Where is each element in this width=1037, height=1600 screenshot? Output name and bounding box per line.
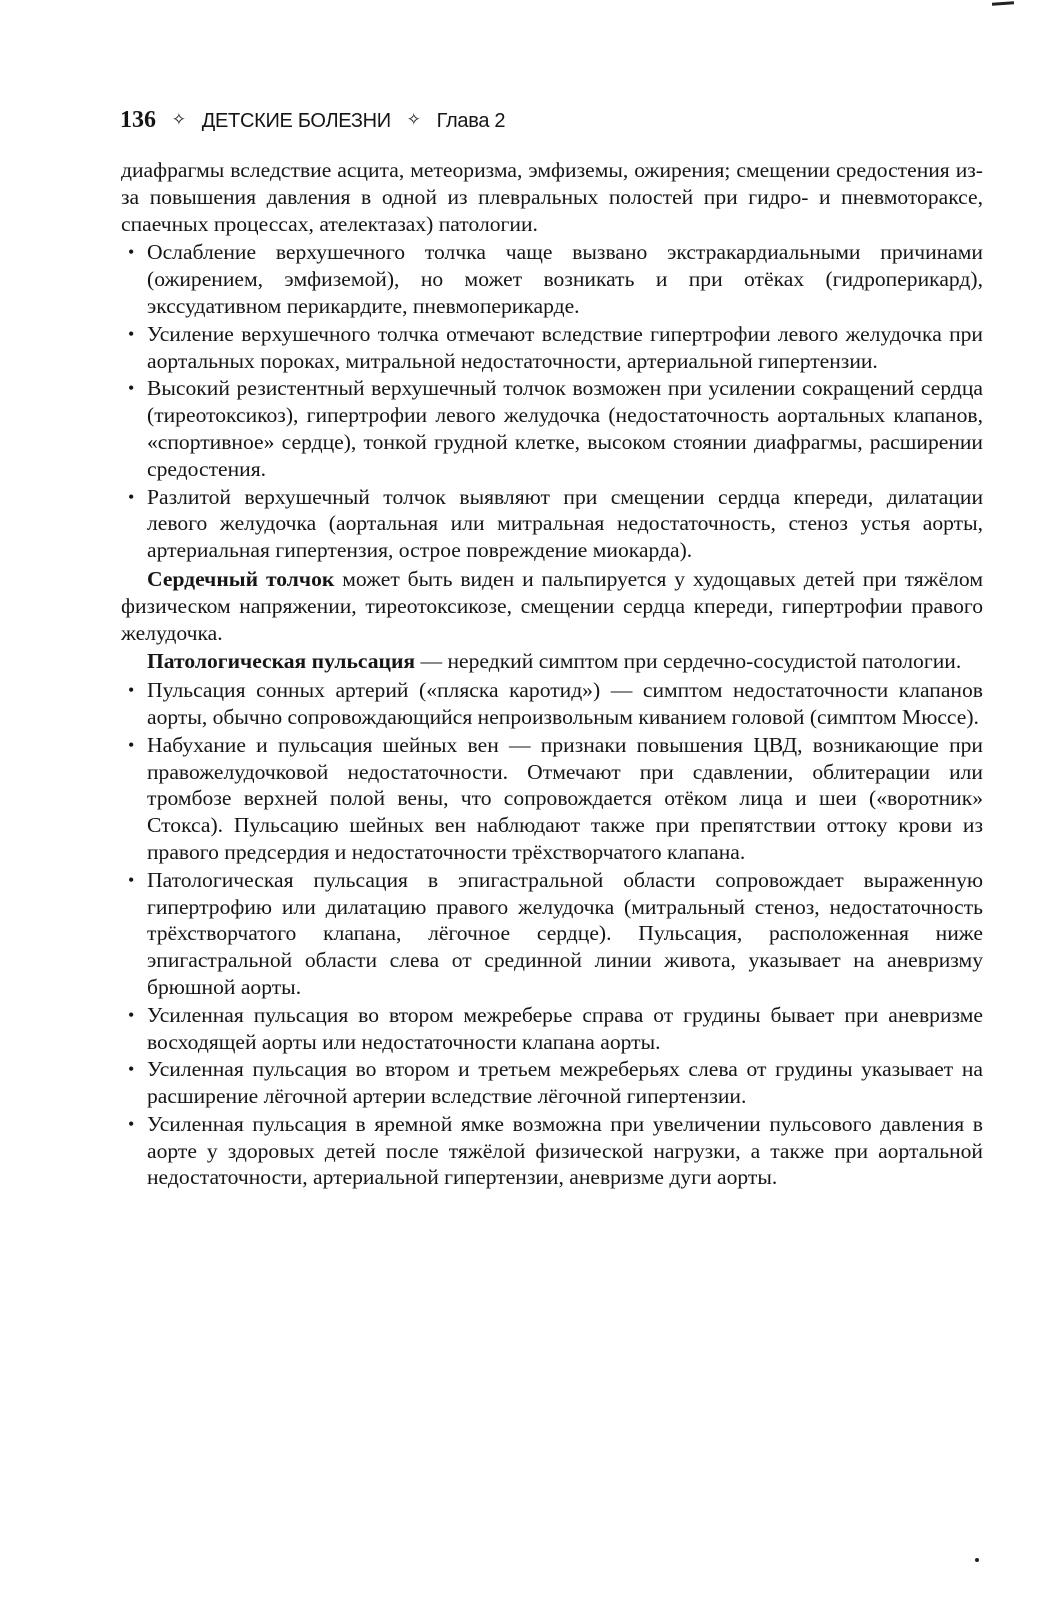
list-item <box>121 732 983 866</box>
list-item <box>121 484 983 564</box>
list-item-text: Набухание и пульсация шейных вен — признаки повышения ЦВД, возникающие при правожелудочковой недостаточности. Отмечают при сдавлении, облитерации или тромбозе верхней полой вены, что сопровождается отёком лица и шеи («воротник» Стокса). Пульсацию шейных вен наблюдают также при препятствии оттоку крови из правого предсердия и недостаточности трёхстворчатого клапана. <box>147 732 983 864</box>
bullet-icon: • <box>128 869 135 890</box>
header-separator-icon: ✧ <box>171 110 186 129</box>
list-item-text: Усиление верхушечного толчка отмечают вследствие гипертрофии левого желудочка при аортальных пороках, митральной недостаточности, артериальной гипертензии. <box>147 321 983 373</box>
header-separator-icon: ✧ <box>406 110 421 129</box>
bullet-icon: • <box>128 1113 135 1134</box>
heart-impulse-term: Сердечный толчок <box>147 566 335 591</box>
list-item <box>121 1111 983 1191</box>
scan-mark-top <box>992 1 1014 6</box>
list-item <box>121 239 983 319</box>
pathologic-pulsation-term: Патологическая пульсация <box>147 649 416 674</box>
pathologic-pulsation-text: — нередкий симптом при сердечно-сосудистой патологии. <box>415 649 962 674</box>
list-item <box>121 1056 983 1110</box>
list-item-text: Усиленная пульсация во втором и третьем межреберьях слева от грудины указывает на расширение лёгочной артерии вследствие лёгочной гипертензии. <box>147 1057 983 1109</box>
list-item <box>121 1002 983 1056</box>
scan-mark-bottom <box>975 1558 979 1562</box>
pulsation-list <box>121 677 983 1191</box>
list-item <box>121 677 983 731</box>
list-item <box>121 321 983 375</box>
bullet-icon: • <box>128 1059 135 1080</box>
list-item-text: Усиленная пульсация в яремной ямке возможна при увеличении пульсового давления в аорте у здоровых детей после тяжёлой физической нагрузки, а также при аортальной недостаточности, артериальной гипертензии, аневризме дуги аорты. <box>147 1111 983 1190</box>
bullet-icon: • <box>128 323 135 344</box>
list-item-text: Ослабление верхушечного толчка чаще вызвано экстракардиальными причинами (ожирением, эмфиземой), но может возникать и при отёках (гидроперикард), экссудативном перикардите, пневмоперикарде. <box>147 240 983 318</box>
bullet-icon: • <box>128 486 135 507</box>
intro-continuation: диафрагмы вследствие асцита, метеоризма, эмфиземы, ожирения; смещении средостения из-за повышения давления в одной из плевральных полостей при гидро- и пневмотораксе, спаечных процессах, ателектазах) патологии. <box>121 158 983 236</box>
list-item <box>121 867 983 1001</box>
chapter-label: Глава 2 <box>436 110 506 132</box>
list-item-text: Усиленная пульсация во втором межреберье справа от грудины бывает при аневризме восходящей аорты или недостаточности клапана аорты. <box>147 1002 983 1054</box>
list-item-text: Разлитой верхушечный толчок выявляют при смещении сердца кпереди, дилатации левого желудочка (аортальная или митральная недостаточность, стеноз устья аорты, артериальная гипертензия, острое повреждение миокарда). <box>147 484 983 563</box>
bullet-icon: • <box>128 378 135 399</box>
book-title: ДЕТСКИЕ БОЛЕЗНИ <box>201 110 391 132</box>
pathologic-pulsation-paragraph <box>121 648 983 675</box>
apex-impulse-list <box>121 239 983 564</box>
bullet-icon: • <box>128 1004 135 1025</box>
list-item-text: Патологическая пульсация в эпигастральной области сопровождает выраженную гипертрофию или дилатацию правого желудочка (митральный стеноз, недостаточность трёхстворчатого клапана, лёгочное сердце). Пульсация, расположенная ниже эпигастральной области слева от срединной линии живота, указывает на аневризму брюшной аорты. <box>147 867 983 999</box>
bullet-icon: • <box>128 680 135 701</box>
bullet-icon: • <box>128 242 135 263</box>
page-body <box>121 157 983 1193</box>
bullet-icon: • <box>128 734 135 755</box>
list-item-text: Высокий резистентный верхушечный толчок возможен при усилении сокращений сердца (тиреотоксикоз), гипертрофии левого желудочка (недостаточность аортальных клапанов, «спортивное» сердце), тонкой грудной клетке, высоком стоянии диафрагмы, расширении средостения. <box>147 376 983 481</box>
heart-impulse-paragraph <box>121 566 983 646</box>
page-number: 136 <box>120 107 156 133</box>
list-item <box>121 375 983 482</box>
heart-impulse-text: может быть виден и пальпируется у худощавых детей при тяжёлом физическом напряжении, тиреотоксикозе, смещении сердца кпереди, гипертрофии правого желудочка. <box>121 566 983 645</box>
running-header <box>120 104 505 138</box>
list-item-text: Пульсация сонных артерий («пляска каротид») — симптом недостаточности клапанов аорты, обычно сопровождающийся непроизвольным киванием головой (симптом Мюссе). <box>147 678 983 729</box>
